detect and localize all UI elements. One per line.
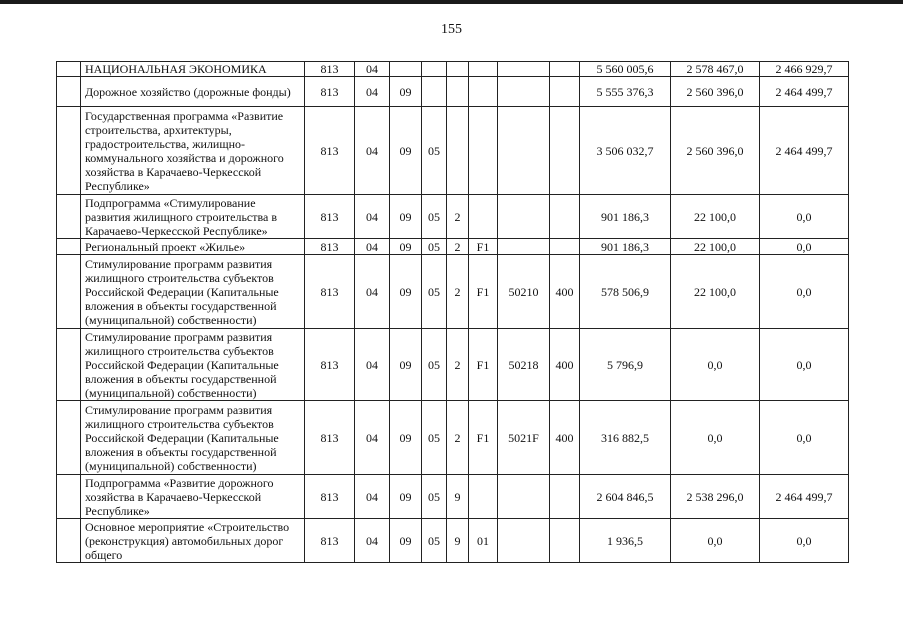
cell-c6: F1 <box>469 239 498 255</box>
cell-c3: 09 <box>390 329 422 401</box>
cell-v3: 0,0 <box>760 519 849 563</box>
row-margin-cell <box>57 519 81 563</box>
cell-c4: 05 <box>422 195 447 239</box>
row-name-cell: Государственная программа «Развитие строительства, архитектуры, градостроительства, жилищно-коммунального хозяйства и дорожного хозяйства в Карачаево-Черкесской Республике» <box>81 107 305 195</box>
cell-c6: F1 <box>469 329 498 401</box>
cell-c2: 04 <box>355 239 390 255</box>
cell-v1: 5 555 376,3 <box>580 77 671 107</box>
cell-c1: 813 <box>305 401 355 475</box>
table-row <box>57 107 849 195</box>
cell-c3: 09 <box>390 239 422 255</box>
cell-c3: 09 <box>390 77 422 107</box>
table-row <box>57 255 849 329</box>
cell-c2: 04 <box>355 329 390 401</box>
row-name-cell: НАЦИОНАЛЬНАЯ ЭКОНОМИКА <box>81 62 305 77</box>
row-margin-cell <box>57 329 81 401</box>
cell-c6: 01 <box>469 519 498 563</box>
page-number: 155 <box>441 22 462 37</box>
cell-v1: 578 506,9 <box>580 255 671 329</box>
cell-c7 <box>498 107 550 195</box>
row-margin-cell <box>57 62 81 77</box>
cell-c2: 04 <box>355 195 390 239</box>
page-top-border <box>0 0 903 4</box>
row-margin-cell <box>57 195 81 239</box>
cell-c6 <box>469 107 498 195</box>
cell-c8: 400 <box>550 255 580 329</box>
row-margin-cell <box>57 77 81 107</box>
cell-c2: 04 <box>355 62 390 77</box>
cell-c7 <box>498 239 550 255</box>
cell-c1: 813 <box>305 195 355 239</box>
table-row <box>57 401 849 475</box>
cell-c8 <box>550 107 580 195</box>
cell-c7: 50218 <box>498 329 550 401</box>
cell-c8 <box>550 77 580 107</box>
table-row <box>57 239 849 255</box>
cell-v1: 901 186,3 <box>580 239 671 255</box>
cell-c3: 09 <box>390 475 422 519</box>
cell-c4: 05 <box>422 329 447 401</box>
cell-c5 <box>447 77 469 107</box>
cell-c3: 09 <box>390 107 422 195</box>
cell-v3: 0,0 <box>760 195 849 239</box>
cell-c5: 9 <box>447 475 469 519</box>
cell-c6 <box>469 475 498 519</box>
cell-c2: 04 <box>355 255 390 329</box>
cell-v3: 0,0 <box>760 255 849 329</box>
cell-c4: 05 <box>422 255 447 329</box>
cell-c5: 9 <box>447 519 469 563</box>
cell-v1: 2 604 846,5 <box>580 475 671 519</box>
cell-c4 <box>422 62 447 77</box>
cell-v2: 2 538 296,0 <box>671 475 760 519</box>
cell-c7 <box>498 519 550 563</box>
cell-c3 <box>390 62 422 77</box>
table-row <box>57 475 849 519</box>
cell-v1: 3 506 032,7 <box>580 107 671 195</box>
cell-c8 <box>550 519 580 563</box>
cell-v1: 5 796,9 <box>580 329 671 401</box>
cell-c7: 5021F <box>498 401 550 475</box>
cell-c4: 05 <box>422 107 447 195</box>
cell-v3: 0,0 <box>760 401 849 475</box>
cell-c2: 04 <box>355 475 390 519</box>
cell-v2: 0,0 <box>671 401 760 475</box>
cell-v1: 901 186,3 <box>580 195 671 239</box>
cell-c1: 813 <box>305 255 355 329</box>
cell-c1: 813 <box>305 329 355 401</box>
cell-v3: 2 466 929,7 <box>760 62 849 77</box>
cell-c5 <box>447 107 469 195</box>
row-name-cell: Региональный проект «Жилье» <box>81 239 305 255</box>
cell-c6 <box>469 195 498 239</box>
cell-c5: 2 <box>447 239 469 255</box>
cell-c2: 04 <box>355 77 390 107</box>
cell-c5 <box>447 62 469 77</box>
cell-c1: 813 <box>305 519 355 563</box>
cell-v1: 5 560 005,6 <box>580 62 671 77</box>
cell-c8 <box>550 195 580 239</box>
cell-c6 <box>469 77 498 107</box>
budget-table <box>56 61 849 563</box>
cell-c4 <box>422 77 447 107</box>
cell-v2: 2 560 396,0 <box>671 77 760 107</box>
cell-v3: 0,0 <box>760 239 849 255</box>
row-margin-cell <box>57 255 81 329</box>
cell-c6: F1 <box>469 401 498 475</box>
row-name-cell: Стимулирование программ развития жилищного строительства субъектов Российской Федерации (Капитальные вложения в объекты государственной (муниципальной) собственности) <box>81 329 305 401</box>
table-row <box>57 519 849 563</box>
cell-c8: 400 <box>550 329 580 401</box>
row-name-cell: Дорожное хозяйство (дорожные фонды) <box>81 77 305 107</box>
cell-c3: 09 <box>390 195 422 239</box>
cell-c1: 813 <box>305 62 355 77</box>
table-row <box>57 62 849 77</box>
cell-c5: 2 <box>447 255 469 329</box>
cell-v1: 316 882,5 <box>580 401 671 475</box>
cell-c7 <box>498 475 550 519</box>
cell-v2: 22 100,0 <box>671 195 760 239</box>
cell-c6: F1 <box>469 255 498 329</box>
row-name-cell: Основное мероприятие «Строительство (реконструкция) автомобильных дорог общего <box>81 519 305 563</box>
cell-c8 <box>550 475 580 519</box>
row-margin-cell <box>57 239 81 255</box>
cell-c4: 05 <box>422 475 447 519</box>
cell-v2: 2 578 467,0 <box>671 62 760 77</box>
cell-c5: 2 <box>447 329 469 401</box>
cell-v1: 1 936,5 <box>580 519 671 563</box>
cell-c5: 2 <box>447 195 469 239</box>
cell-v3: 2 464 499,7 <box>760 77 849 107</box>
cell-v2: 2 560 396,0 <box>671 107 760 195</box>
cell-v2: 0,0 <box>671 329 760 401</box>
cell-c3: 09 <box>390 255 422 329</box>
row-margin-cell <box>57 475 81 519</box>
cell-c1: 813 <box>305 107 355 195</box>
cell-c8: 400 <box>550 401 580 475</box>
row-name-cell: Подпрограмма «Развитие дорожного хозяйства в Карачаево-Черкесской Республике» <box>81 475 305 519</box>
table-row <box>57 329 849 401</box>
cell-c1: 813 <box>305 475 355 519</box>
cell-c8 <box>550 239 580 255</box>
cell-c3: 09 <box>390 401 422 475</box>
cell-c1: 813 <box>305 239 355 255</box>
cell-c3: 09 <box>390 519 422 563</box>
row-margin-cell <box>57 107 81 195</box>
row-name-cell: Подпрограмма «Стимулирование развития жилищного строительства в Карачаево-Черкесской Республике» <box>81 195 305 239</box>
row-margin-cell <box>57 401 81 475</box>
cell-v2: 22 100,0 <box>671 239 760 255</box>
cell-c2: 04 <box>355 519 390 563</box>
cell-c4: 05 <box>422 401 447 475</box>
cell-v3: 2 464 499,7 <box>760 475 849 519</box>
table-row <box>57 195 849 239</box>
row-name-cell: Стимулирование программ развития жилищного строительства субъектов Российской Федерации (Капитальные вложения в объекты государственной (муниципальной) собственности) <box>81 401 305 475</box>
cell-c4: 05 <box>422 239 447 255</box>
cell-c7: 50210 <box>498 255 550 329</box>
cell-v2: 22 100,0 <box>671 255 760 329</box>
cell-c1: 813 <box>305 77 355 107</box>
cell-c8 <box>550 62 580 77</box>
cell-v2: 0,0 <box>671 519 760 563</box>
cell-v3: 0,0 <box>760 329 849 401</box>
cell-v3: 2 464 499,7 <box>760 107 849 195</box>
cell-c2: 04 <box>355 401 390 475</box>
cell-c5: 2 <box>447 401 469 475</box>
cell-c7 <box>498 195 550 239</box>
cell-c7 <box>498 62 550 77</box>
cell-c6 <box>469 62 498 77</box>
cell-c4: 05 <box>422 519 447 563</box>
table-row <box>57 77 849 107</box>
row-name-cell: Стимулирование программ развития жилищного строительства субъектов Российской Федерации (Капитальные вложения в объекты государственной (муниципальной) собственности) <box>81 255 305 329</box>
cell-c2: 04 <box>355 107 390 195</box>
cell-c7 <box>498 77 550 107</box>
